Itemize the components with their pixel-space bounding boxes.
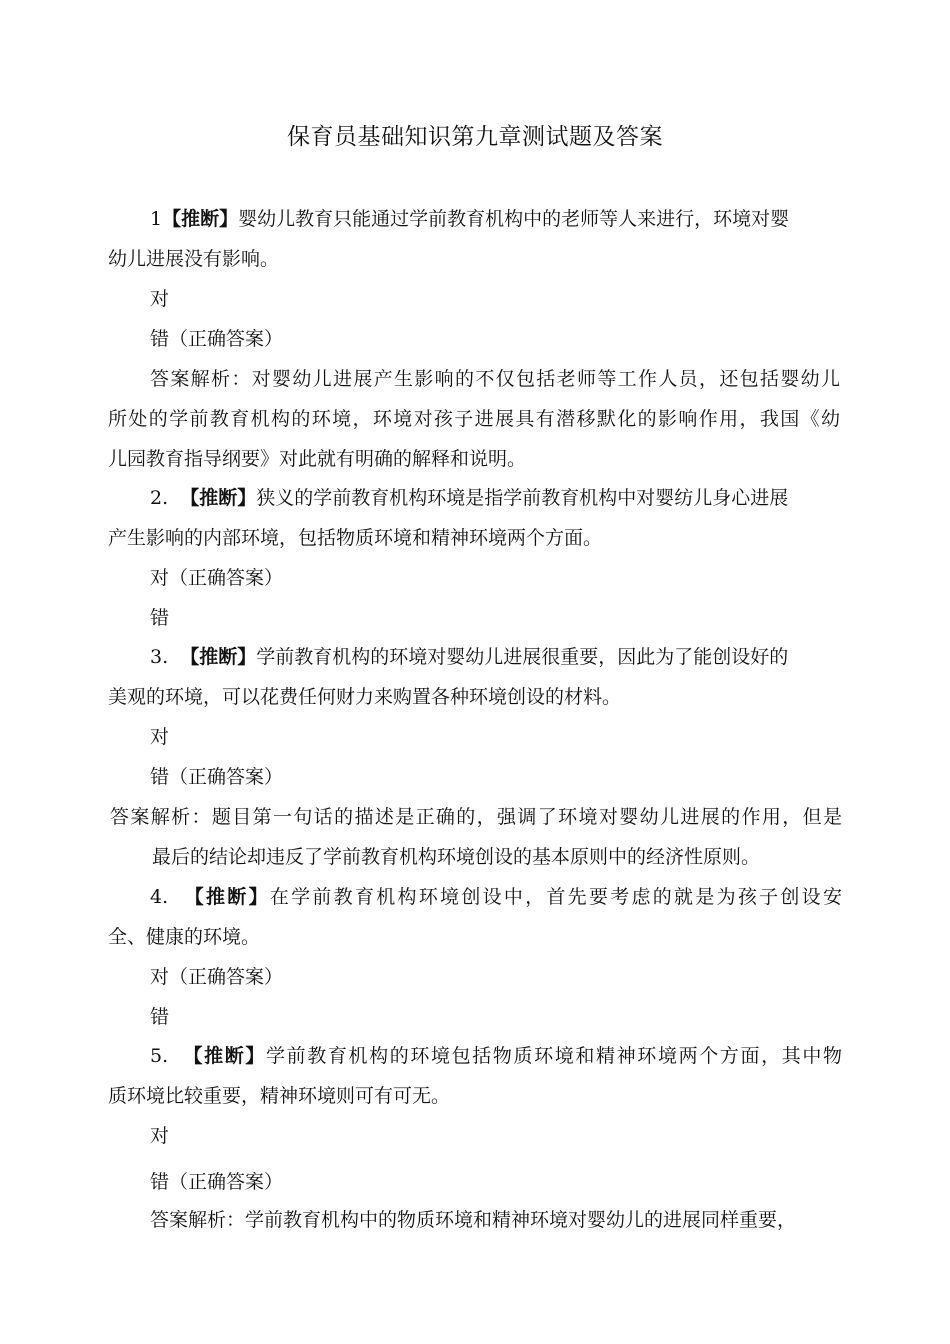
question-5-option-b: 错（正确答案） bbox=[150, 1171, 284, 1193]
question-3-explanation-1: 答案解析：题目第一句话的描述是正确的，强调了环境对婴幼儿进展的作用，但是 bbox=[110, 806, 842, 828]
question-4-number: 4. bbox=[150, 886, 169, 908]
document-title: 保育员基础知识第九章测试题及答案 bbox=[287, 124, 663, 150]
question-2-tag: 【推断】 bbox=[180, 487, 257, 509]
question-5-number: 5. bbox=[150, 1045, 169, 1067]
question-5-line-2: 质环境比较重要，精神环境则可有可无。 bbox=[108, 1085, 451, 1107]
question-3-explanation-2: 最后的结论却违反了学前教育机构环境创设的基本原则中的经济性原则。 bbox=[152, 846, 761, 868]
question-2-option-b: 错 bbox=[150, 607, 170, 629]
question-1-line-1 bbox=[150, 207, 826, 231]
question-1-number: 1 bbox=[150, 208, 163, 230]
question-1-explanation-1: 答案解析：对婴幼儿进展产生影响的不仅包括老师等工作人员，还包括婴幼儿 bbox=[150, 368, 840, 390]
question-1-tag: 【推断】 bbox=[162, 208, 239, 230]
question-5-explanation-1: 答案解析：学前教育机构中的物质环境和精神环境对婴幼儿的进展同样重要， bbox=[150, 1209, 797, 1231]
question-1-line-2: 幼儿进展没有影响。 bbox=[108, 248, 280, 270]
question-5-line-1 bbox=[150, 1044, 842, 1068]
question-2-text-1: 狭义的学前教育机构环境是指学前教育机构中对婴纺儿身心进展 bbox=[256, 487, 789, 509]
question-4-tag: 【推断】 bbox=[184, 886, 270, 908]
question-1-option-b: 错（正确答案） bbox=[150, 328, 284, 350]
question-1-option-a: 对 bbox=[150, 288, 170, 310]
question-4-option-a: 对（正确答案） bbox=[150, 966, 284, 988]
question-4-line-2: 全、健康的环境。 bbox=[108, 926, 261, 948]
question-3-option-b: 错（正确答案） bbox=[150, 766, 284, 788]
question-2-line-1 bbox=[150, 486, 788, 510]
question-5-option-a: 对 bbox=[150, 1125, 170, 1147]
question-4-text-1: 在学前教育机构环境创设中，首先要考虑的就是为孩子创设安 bbox=[269, 886, 842, 908]
question-5-text-1: 学前教育机构的环境包括物质环境和精神环境两个方面，其中物 bbox=[266, 1045, 842, 1067]
question-4-option-b: 错 bbox=[150, 1006, 170, 1028]
question-3-text-1: 学前教育机构的环境对婴幼儿进展很重要，因此为了能创设好的 bbox=[256, 646, 789, 668]
question-1-text-1: 婴幼儿教育只能通过学前教育机构中的老师等人来进行，环境对婴 bbox=[238, 208, 790, 230]
question-3-tag: 【推断】 bbox=[180, 646, 257, 668]
question-3-number: 3. bbox=[150, 646, 169, 668]
question-3-line-2: 美观的环境，可以花费任何财力来购置各种环境创设的材料。 bbox=[108, 686, 622, 708]
question-3-line-1 bbox=[150, 645, 788, 669]
question-4-line-1 bbox=[150, 885, 842, 909]
question-2-number: 2. bbox=[150, 487, 169, 509]
question-3-option-a: 对 bbox=[150, 726, 170, 748]
question-1-explanation-2: 所处的学前教育机构的环境，环境对孩子进展具有潜移默化的影响作用，我国《幼 bbox=[108, 408, 840, 430]
question-1-explanation-3: 儿园教育指导纲要》对此就有明确的解释和说明。 bbox=[108, 448, 527, 470]
question-5-tag: 【推断】 bbox=[183, 1045, 266, 1067]
question-2-option-a: 对（正确答案） bbox=[150, 567, 284, 589]
question-2-line-2: 产生影响的内部环境，包括物质环境和精神环境两个方面。 bbox=[108, 527, 603, 549]
